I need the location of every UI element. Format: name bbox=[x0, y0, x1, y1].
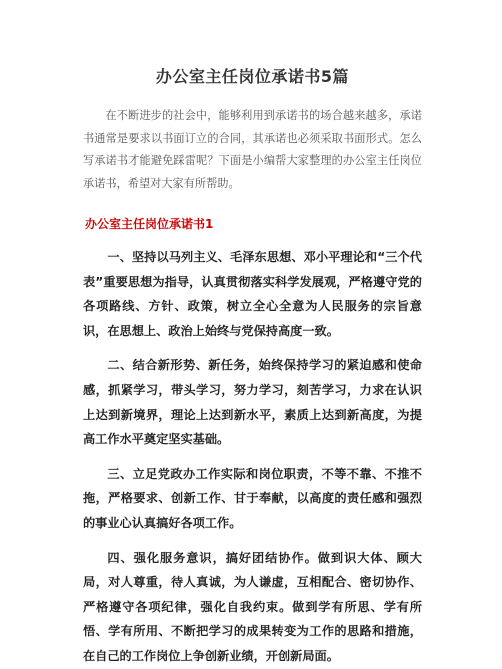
intro-paragraph: 在不断进步的社会中，能够利用到承诺书的场合越来越多，承诺书通常是要求以书面订立的合同，其承诺也必须采取书面形式。怎么写承诺书才能避免踩雷呢？下面是小编帮大家整理的办公室主任岗位承诺书，希望对大家有所帮助。 bbox=[83, 109, 422, 190]
section-heading: 办公室主任岗位承诺书1 bbox=[85, 217, 214, 231]
document-title: 办公室主任岗位承诺书5篇 bbox=[155, 67, 350, 86]
commitment-paragraph-1: 一、坚持以马列主义、毛泽东思想、邓小平理论和“三个代表”重要思想为指导，认真贯彻落实科学发展观，严格遵守党的各项路线、方针、政策，树立全心全意为人民服务的宗旨意识，在思想上、政治上始终与党保持高度一致。 bbox=[83, 250, 422, 338]
commitment-paragraph-2: 二、结合新形势、新任务，始终保持学习的紧迫感和使命感，抓紧学习，带头学习，努力学习，刻苦学习，力求在认识上达到新境界，理论上达到新水平，素质上达到新高度，为提高工作水平奠定坚实基础。 bbox=[83, 358, 422, 447]
commitment-paragraph-4: 四、强化服务意识，搞好团结协作。做到识大体、顾大局，对人尊重，待人真诚，为人谦虚，互相配合、密切协作、严格遵守各项纪律，强化自我约束。做到学有所思、学有所悟、学有所用、不断把学习的成果转变为工作的思路和措施，在自己的工作岗位上争创新业绩，开创新局面。 bbox=[83, 550, 422, 663]
commitment-paragraph-3: 三、立足党政办工作实际和岗位职责，不等不靠、不推不拖，严格要求、创新工作、甘于奉献，以高度的责任感和强烈的事业心认真搞好各项工作。 bbox=[83, 466, 422, 530]
